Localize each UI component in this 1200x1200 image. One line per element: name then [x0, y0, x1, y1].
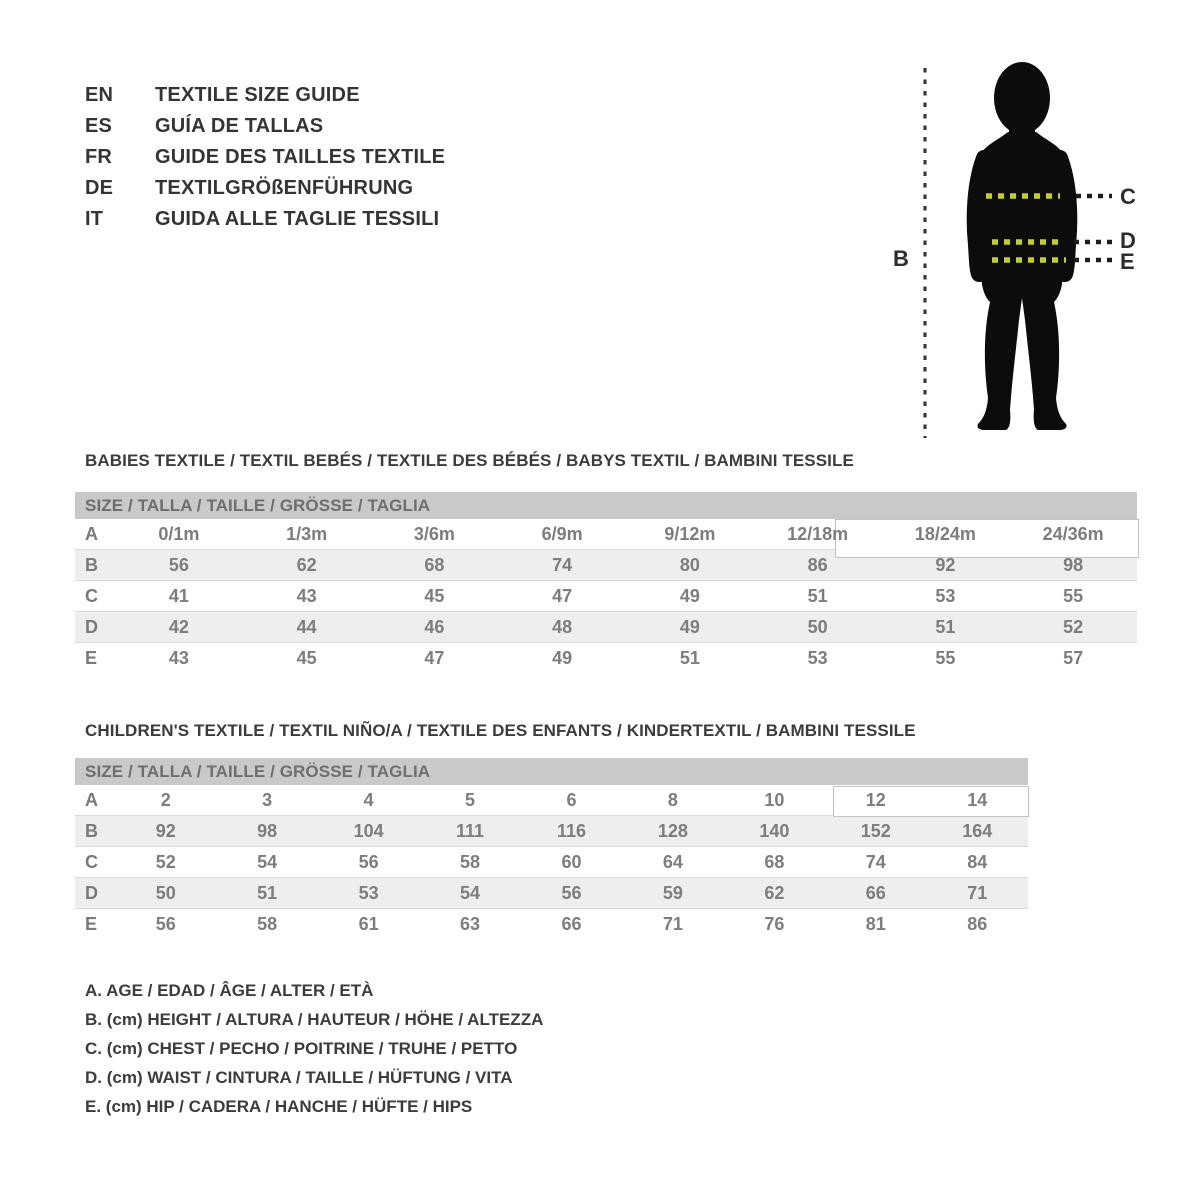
table-cell: 44 — [296, 617, 317, 637]
row-label: D — [85, 617, 98, 637]
table-cell: 86 — [967, 914, 988, 934]
legend-age: A. AGE / EDAD / ÂGE / ALTER / ETÀ — [85, 981, 374, 1000]
table-cell: 12 — [865, 790, 886, 810]
table-cell: 52 — [155, 852, 176, 872]
legend-height: B. (cm) HEIGHT / ALTURA / HAUTEUR / HÖHE / ALTEZZA — [85, 1010, 544, 1029]
table-cell: 10 — [764, 790, 785, 810]
table-cell: 47 — [552, 586, 573, 606]
table-cell: 55 — [1063, 586, 1084, 606]
waist-label: D — [1120, 228, 1136, 253]
table-cell: 71 — [967, 883, 988, 903]
table-cell: 71 — [662, 914, 683, 934]
table-cell: 3 — [262, 790, 273, 810]
row-label: C — [85, 586, 98, 606]
legend-hip: E. (cm) HIP / CADERA / HANCHE / HÜFTE / HIPS — [85, 1097, 473, 1116]
table-cell: 49 — [679, 617, 700, 637]
language-title-list — [85, 80, 445, 235]
left-arm — [975, 158, 984, 274]
table-cell: 81 — [865, 914, 886, 934]
table-cell: 51 — [679, 648, 700, 668]
table-cell: 76 — [764, 914, 785, 934]
table-cell: 56 — [358, 852, 379, 872]
table-cell: 42 — [168, 617, 189, 637]
children-size-table — [75, 758, 1028, 939]
table-cell: 111 — [456, 821, 485, 841]
table-cell: 53 — [807, 648, 828, 668]
table-cell: 80 — [679, 555, 700, 575]
table-cell: 4 — [363, 790, 374, 810]
table-cell: 68 — [764, 852, 785, 872]
babies-table-header: SIZE / TALLA / TAILLE / GRÖSSE / TAGLIA — [75, 492, 1137, 519]
table-cell: 45 — [424, 586, 445, 606]
table-cell: 98 — [1063, 555, 1084, 575]
children-table-row-D — [75, 878, 1028, 909]
table-cell: 56 — [155, 914, 176, 934]
table-cell: 98 — [257, 821, 278, 841]
table-cell: 63 — [460, 914, 481, 934]
table-cell: 128 — [657, 821, 688, 841]
table-cell: 43 — [296, 586, 317, 606]
table-cell: 86 — [807, 555, 828, 575]
table-cell: 14 — [967, 790, 988, 810]
language-code: FR — [85, 146, 113, 168]
table-cell: 52 — [1063, 617, 1084, 637]
table-cell: 46 — [424, 617, 445, 637]
table-cell: 50 — [155, 883, 176, 903]
row-label: C — [85, 852, 98, 872]
table-cell: 49 — [552, 648, 573, 668]
table-cell: 59 — [662, 883, 683, 903]
babies-size-table — [75, 492, 1137, 673]
row-label: E — [85, 648, 98, 668]
hip-label: E — [1120, 249, 1135, 274]
table-cell: 2 — [160, 790, 171, 810]
table-cell: 58 — [257, 914, 278, 934]
table-cell: 68 — [424, 555, 445, 575]
table-cell: 6 — [566, 790, 577, 810]
language-code: DE — [85, 177, 114, 199]
table-cell: 56 — [561, 883, 582, 903]
table-cell: 164 — [962, 821, 993, 841]
babies-table-row-D — [75, 612, 1137, 643]
table-cell: 74 — [865, 852, 886, 872]
row-label: D — [85, 883, 98, 903]
row-label: B — [85, 555, 98, 575]
height-label: B — [893, 246, 909, 271]
table-cell: 8 — [667, 790, 678, 810]
babies-table-row-E — [75, 643, 1137, 673]
table-cell: 47 — [424, 648, 445, 668]
table-cell: 43 — [168, 648, 189, 668]
right-arm — [1060, 158, 1069, 274]
legend-waist: D. (cm) WAIST / CINTURA / TAILLE / HÜFTUNG / VITA — [85, 1068, 513, 1087]
table-cell: 54 — [460, 883, 481, 903]
table-cell: 51 — [807, 586, 828, 606]
guide-title: GUIDA ALLE TAGLIE TESSILI — [155, 208, 440, 230]
table-cell: 49 — [679, 586, 700, 606]
table-cell: 116 — [556, 821, 586, 841]
table-cell: 1/3m — [286, 524, 328, 544]
table-cell: 24/36m — [1042, 524, 1104, 544]
list-item — [85, 80, 445, 111]
guide-title: TEXTILE SIZE GUIDE — [155, 84, 360, 106]
table-cell: 92 — [155, 821, 176, 841]
row-label: A — [85, 524, 98, 544]
table-cell: 152 — [860, 821, 891, 841]
table-cell: 53 — [358, 883, 379, 903]
table-cell: 74 — [552, 555, 573, 575]
babies-table-row-A — [75, 519, 1137, 550]
list-item — [85, 111, 445, 142]
table-cell: 58 — [460, 852, 481, 872]
children-table-row-E — [75, 909, 1028, 939]
measurement-legend — [85, 976, 543, 1121]
table-cell: 9/12m — [664, 524, 716, 544]
table-cell: 3/6m — [413, 524, 455, 544]
row-label: E — [85, 914, 98, 934]
chest-label: C — [1120, 184, 1136, 209]
table-cell: 51 — [257, 883, 278, 903]
table-cell: 66 — [561, 914, 582, 934]
row-label: B — [85, 821, 98, 841]
guide-title: TEXTILGRÖßENFÜHRUNG — [155, 177, 414, 199]
table-cell: 55 — [935, 648, 956, 668]
table-cell: 51 — [935, 617, 956, 637]
table-cell: 66 — [865, 883, 886, 903]
measurement-figure — [880, 40, 1180, 470]
guide-title: GUIDE DES TAILLES TEXTILE — [155, 146, 446, 168]
table-cell: 6/9m — [541, 524, 583, 544]
table-cell: 5 — [465, 790, 476, 810]
babies-table-row-B — [75, 550, 1137, 581]
table-cell: 140 — [759, 821, 790, 841]
children-table-row-A — [75, 785, 1028, 816]
table-cell: 18/24m — [914, 524, 976, 544]
table-cell: 53 — [935, 586, 956, 606]
table-cell: 61 — [358, 914, 379, 934]
guide-title: GUÍA DE TALLAS — [155, 115, 324, 137]
language-code: EN — [85, 84, 114, 106]
table-cell: 0/1m — [158, 524, 200, 544]
table-cell: 50 — [807, 617, 828, 637]
table-cell: 104 — [353, 821, 384, 841]
row-label: A — [85, 790, 98, 810]
legend-chest: C. (cm) CHEST / PECHO / POITRINE / TRUHE / PETTO — [85, 1039, 518, 1058]
list-item — [85, 142, 445, 173]
table-cell: 56 — [168, 555, 189, 575]
table-cell: 45 — [296, 648, 317, 668]
children-section-title: CHILDREN'S TEXTILE / TEXTIL NIÑO/A / TEXTILE DES ENFANTS / KINDERTEXTIL / BAMBINI TESSILE — [85, 721, 916, 740]
list-item — [85, 173, 445, 204]
list-item — [85, 204, 445, 235]
babies-table-row-C — [75, 581, 1137, 612]
table-cell: 64 — [662, 852, 683, 872]
language-code: ES — [85, 115, 113, 137]
table-cell: 48 — [552, 617, 573, 637]
table-cell: 62 — [764, 883, 785, 903]
children-table-header: SIZE / TALLA / TAILLE / GRÖSSE / TAGLIA — [75, 758, 1028, 785]
table-cell: 41 — [168, 586, 189, 606]
language-code: IT — [85, 208, 104, 230]
table-cell: 12/18m — [787, 524, 849, 544]
table-cell: 57 — [1063, 648, 1084, 668]
table-cell: 92 — [935, 555, 956, 575]
table-cell: 60 — [561, 852, 582, 872]
table-cell: 84 — [967, 852, 988, 872]
table-cell: 54 — [257, 852, 278, 872]
table-cell: 62 — [296, 555, 317, 575]
children-table-row-C — [75, 847, 1028, 878]
children-table-row-B — [75, 816, 1028, 847]
child-silhouette-icon — [880, 40, 1180, 470]
babies-section-title: BABIES TEXTILE / TEXTIL BEBÉS / TEXTILE DES BÉBÉS / BABYS TEXTIL / BAMBINI TESSILE — [85, 451, 854, 470]
